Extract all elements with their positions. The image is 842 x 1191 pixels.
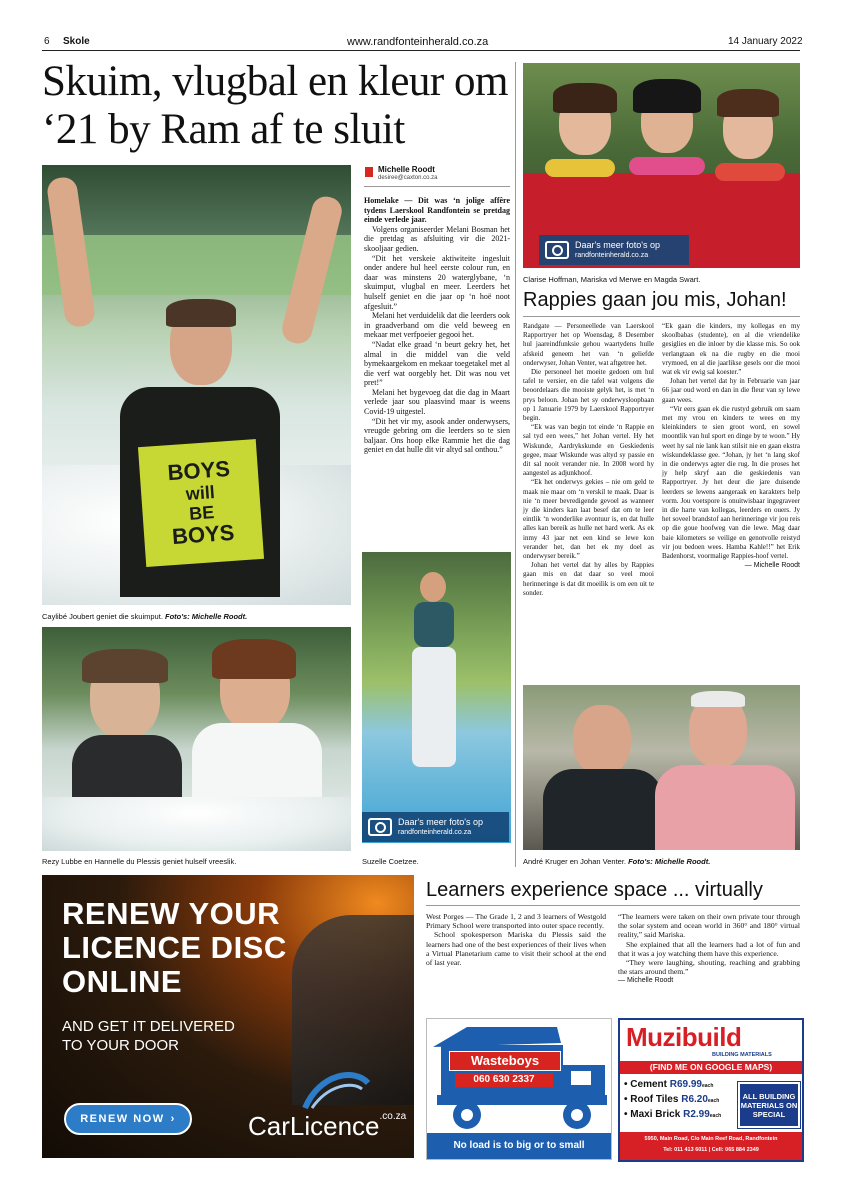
article3-col2 [618, 912, 800, 1008]
article1-paragraph: Melani het bygevoeg dat die dag in Maart verlede jaar sou plaasvind maar is weens Covid-19 uitgestel. [364, 387, 510, 417]
price-item-price: R2.99 [683, 1109, 710, 1120]
header-rule [42, 50, 800, 51]
page-number: 6 [44, 36, 50, 47]
carlicence-headline-line: RENEW YOUR [62, 896, 281, 931]
article2-paragraph: Die personeel het moeite gedoen om hul tafel te versier, en die tafel wat volgens die beoordelaars die mooiste gelyk het, is met ‘n prys beloon. Johan het sy onderwysloopbaan op 1 Januarie 1979 by Laerskool Rapportryer begin. [523, 368, 654, 423]
article1-headline: Skuim, vlugbal en kleur om ‘21 by Ram af te sluit [42, 58, 508, 153]
article1-body [364, 196, 510, 546]
price-item-price: R69.99 [669, 1079, 702, 1090]
article3-headline: Learners experience space ... virtually [426, 879, 763, 901]
renew-now-button[interactable] [64, 1103, 192, 1135]
article2-paragraph: “Ek gaan die kinders, my kollegas en my skoolbabas (studente), en al die vriendelike gesiglies en die inloer by die klasse mis. So ook verlangtaan ek na die rugby en die mooi vrymoed, en al die jaarlikse gesels oor die mooi wat ek vir ewig sal koester.” [662, 322, 800, 377]
main-photo-foam-pit [42, 165, 351, 605]
author-marker [365, 167, 373, 177]
chevron-right-icon: › [170, 1113, 176, 1125]
article1-paragraph: Homelake — Dit was ‘n jolige affêre tydens Laerskool Randfontein se pretdag einde verlede jaar. [364, 196, 510, 225]
price-item-name: • Roof Tiles [624, 1094, 679, 1105]
promo-line1: Daar's meer foto's op [398, 817, 483, 827]
muzibuild-price-list [624, 1078, 734, 1123]
article1-paragraph: “Dit het verskeie aktiwiteite ingesluit onder andere hul heel eerste colour run, en daar was minstens 20 waterglybane, ‘n skuimput, vlugbal en meer. Leerders het hulself geniet en die jaar op ‘n hoë noot afgesluit.” [364, 253, 510, 311]
website-link[interactable]: www.randfonteinherald.co.za [347, 36, 489, 48]
article2-paragraph: Randgate — Personeellede van Laerskool Rapportryer het op Woensdag, 8 Desember hul jaareindfunksie gehou waartydens hulle afskeid geneem het van ‘n geliefde onderwyser, Johan Venter, wat aftgetree het. [523, 322, 654, 367]
photo-suzelle [362, 552, 511, 843]
article1-paragraph: “Dit het vir my, asook ander onderwysers, vreugde gebring om die leerders so te sien baljaar. Ons hoop elke Rammie het die dag geniet en dat hulle dit vir altyd sal onthou.” [364, 416, 510, 455]
price-item-unit: each [707, 1098, 720, 1104]
shirt-text-4: BOYS [171, 519, 236, 550]
article2-paragraph: Johan het vertel dat hy alles by Rappies gaan mis en dat daar so veel mooi herinneringe is dat dit moeilik is om een uit te sonder. [523, 561, 654, 597]
photo-rezy-hannelle [42, 627, 351, 851]
more-photos-promo-1[interactable] [362, 812, 509, 842]
carlicence-headline [62, 897, 287, 999]
camera-icon [545, 241, 569, 259]
caption-andre-johan-credit: Foto's: Michelle Roodt. [628, 857, 711, 866]
carlicence-sub-line: TO YOUR DOOR [62, 1037, 179, 1054]
carlicence-logo [248, 1111, 406, 1142]
caption-main-credit: Foto's: Michelle Roodt. [165, 612, 248, 621]
price-item [624, 1093, 734, 1108]
price-item-unit: each [702, 1083, 714, 1089]
wasteboys-phone[interactable]: 060 630 2337 [455, 1073, 553, 1087]
article1-paragraph: Volgens organiseerder Melani Bosman het die pretdag as afsluiting vir die 2021-skooljaar gedien. [364, 224, 510, 253]
article3-paragraph: West Porges — The Grade 1, 2 and 3 learners of Westgold Primary School were transported into outer space recently. [426, 912, 606, 931]
shirt-text-2: will [185, 482, 216, 505]
caption-andre-johan [523, 857, 710, 866]
article2-col2 [662, 322, 800, 678]
article3-rule [426, 905, 800, 906]
article2-byline: — Michelle Roodt [744, 562, 800, 570]
article3-paragraph: “They were laughing, shouting, reaching and grabbing the stars around them.” [618, 958, 800, 977]
article3-paragraph: School spokesperson Mariska du Plessis said the learners had one of the best experiences of their lives when a Virtual Planetarium came to visit their school at the end of last year. [426, 930, 606, 968]
ad-muzibuild[interactable] [618, 1018, 804, 1162]
article2-paragraph: “Ek het onderwys gekies – nie om geld te maak nie maar om ‘n verskil te maak. Daar is nie ‘n meer bevredigende gevoel as wanneer jy die kinders kan laat besef dat om te leer eintlik ‘n wonderlike avontuur is, en dat hulle alles kan bereik as hulle net hard werk. As ek inmy 43 jaar net een kind se lewe kon verander het, dan het ek my doel as onderwyser bereik.” [523, 478, 654, 561]
author-email[interactable]: desiree@caxton.co.za [378, 175, 438, 181]
article2-headline: Rappies gaan jou mis, Johan! [523, 289, 787, 311]
shirt-text-3: BE [188, 502, 215, 524]
article1-paragraph: “Nadat elke graad ‘n beurt gekry het, het almal in die middel van die veld bymekaargekom en mekaar toegetakel met al die verf wat oorgebly het. Dit was nou vet pret!” [364, 339, 510, 388]
camera-icon [368, 818, 392, 836]
promo-line2: randfonteinherald.co.za [575, 252, 649, 259]
promo-line1: Daar's meer foto's op [575, 240, 660, 250]
carlicence-headline-line: LICENCE DISC [62, 930, 287, 965]
issue-date: 14 January 2022 [728, 36, 803, 47]
ad-wasteboys[interactable] [426, 1018, 612, 1160]
article2-rule [523, 316, 800, 317]
article1-paragraph: Melani het verduidelik dat die leerders ook in graadverband om die veld beweeg en mekaar met verfpoeier gegooi het. [364, 311, 510, 340]
price-item-price: R6.20 [681, 1094, 708, 1105]
article2-col1 [523, 322, 654, 678]
more-photos-promo-2[interactable] [539, 235, 689, 265]
column-rule [515, 62, 516, 867]
article2-paragraph: “Ek was van begin tot einde ‘n Rappie en sal tyd een wees,” het Johan vertel. Hy het Wiskunde, Aardrykskunde en Geskiedenis gegee, maar Wiskunde was altyd sy passie en dit sal nooit verander nie. In 2008 word hy aangestel as adjunkhoof. [523, 423, 654, 478]
muzibuild-tagline: BUILDING MATERIALS [712, 1052, 772, 1058]
photo-andre-johan [523, 685, 800, 850]
muzibuild-address: 5950, Main Road, C/o Main Reef Road, Randfontein [644, 1136, 778, 1142]
caption-andre-johan-text: André Kruger en Johan Venter. [523, 857, 626, 866]
caption-three-women: Clarise Hoffman, Mariska vd Merwe en Magda Swart. [523, 275, 701, 284]
muzibuild-google-banner[interactable]: (FIND ME ON GOOGLE MAPS) [620, 1061, 802, 1074]
caption-rezy-hannelle: Rezy Lubbe en Hannelle du Plessis geniet hulself vreeslik. [42, 857, 237, 866]
caption-main-text: Caylibé Joubert geniet die skuimput. [42, 612, 163, 621]
price-item-name: • Cement [624, 1079, 667, 1090]
article3-paragraph: She explained that all the learners had a lot of fun and that it was a joy watching them have this experience. [618, 939, 800, 958]
section-name: Skole [63, 36, 90, 47]
ad-carlicence[interactable] [42, 875, 414, 1158]
article3-byline: — Michelle Roodt [618, 977, 674, 985]
muzibuild-logo: Muzibuild [626, 1022, 742, 1052]
author-name: Michelle Roodt [378, 165, 435, 174]
price-item [624, 1078, 734, 1093]
price-item-unit: each [709, 1113, 722, 1119]
carlicence-brand-suffix: .co.za [379, 1111, 407, 1122]
photo-three-women [523, 63, 800, 268]
price-item-name: • Maxi Brick [624, 1109, 681, 1120]
carlicence-brand: CarLicence [248, 1111, 380, 1141]
carlicence-subhead [62, 1017, 235, 1055]
wasteboys-slogan: No load is to big or to small [427, 1133, 611, 1159]
promo-line2: randfonteinherald.co.za [398, 829, 472, 836]
renew-now-label: RENEW NOW [80, 1113, 165, 1125]
carlicence-sub-line: AND GET IT DELIVERED [62, 1018, 235, 1035]
article3-paragraph: “The learners were taken on their own private tour through the solar system and ocean world in 360° and 180° virtual reality,” said Mariska. [618, 912, 800, 940]
article2-paragraph: “Vir eers gaan ek die rustyd gebruik om saam met my vrou en kinders te wees en my kleinkinders te sien groot word, en sowel moontlik van hul sport en dinge by te woon.” Hy weet hy sal nie lank kan stilsit nie en gaan ekstra wiskundeklasse gee. “Johan, jy het ‘n lang skof in die onderwys agter die rug. In die proses het jy help skryf aan die geskiedenis van Rapportryer. Jy het deur die jare duisende leerders se lewens aangeraak en karakters help vorm. Jou voetspore is onuitwisbaar ingegraveer in die harte van kollegas, leerders en ouers. Jy het soveel brandstof aan herinneringe vir jou reis op die goue hoofweg van die lewe. Mag daar baie kilometers se veilige en genotvolle reistyd vir jou bedoen wees. Hamba Kahle!!” het Erik Badenhorst, voormalige Rappies-hoof vertel. [662, 404, 800, 561]
muzibuild-special-badge: ALL BUILDING MATERIALS ON SPECIAL [738, 1082, 800, 1128]
caption-suzelle: Suzelle Coetzee. [362, 857, 419, 866]
article2-paragraph: Johan het vertel dat hy in Februarie van jaar 66 jaar oud word en dan in die fleur van sy lewe gaan wees. [662, 377, 800, 404]
muzibuild-footer [620, 1132, 802, 1160]
article3-col1 [426, 912, 606, 1008]
shirt-text-1: BOYS [166, 455, 231, 486]
wasteboys-brand: Wasteboys [449, 1051, 561, 1071]
caption-main [42, 612, 247, 621]
author-rule [364, 186, 510, 187]
carlicence-swoosh-icon [300, 1063, 370, 1113]
muzibuild-contact[interactable]: Tel: 011 413 6011 | Cell: 065 884 2349 [663, 1147, 759, 1153]
carlicence-headline-line: ONLINE [62, 964, 183, 999]
price-item [624, 1108, 734, 1123]
